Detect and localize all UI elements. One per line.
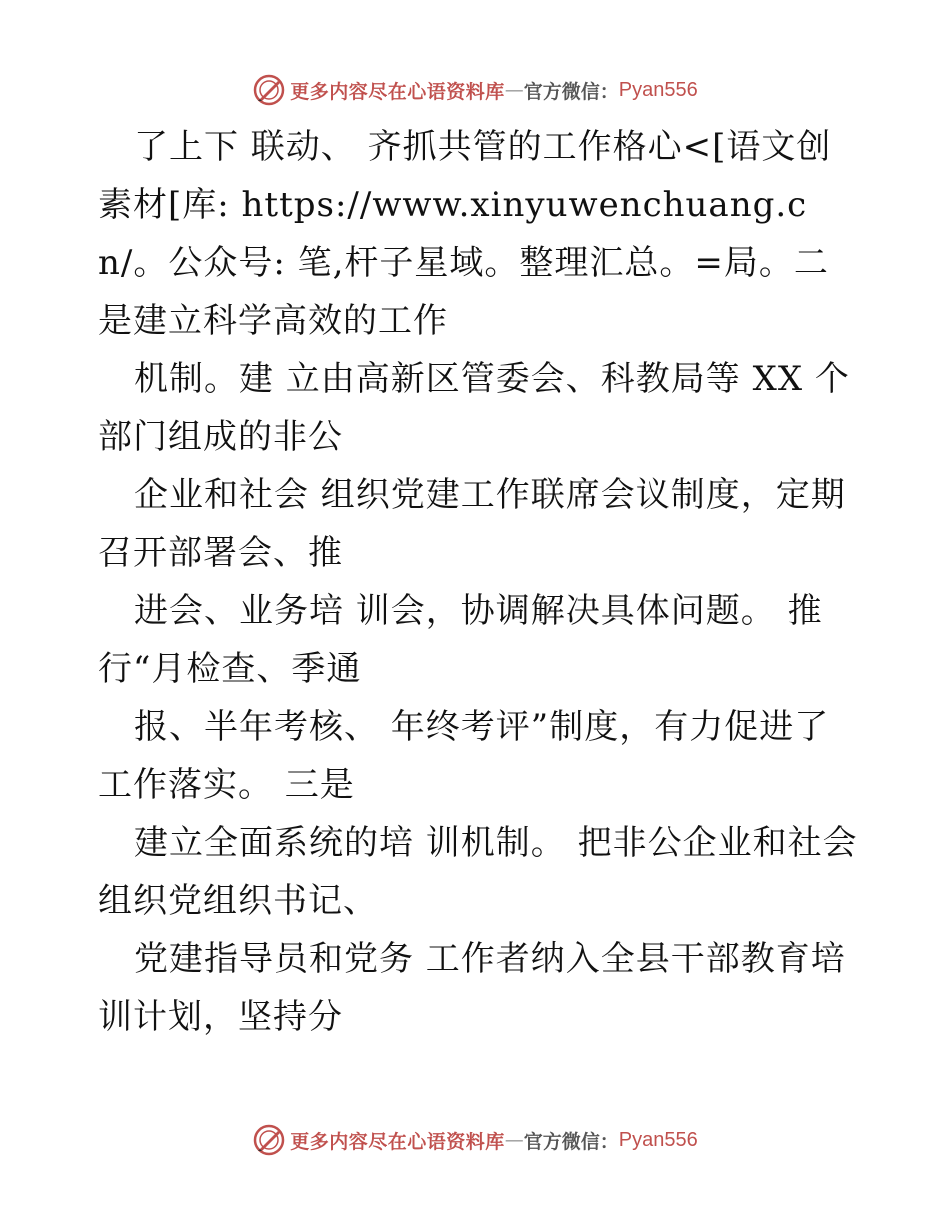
- header-banner-wechat-id: Pyan556: [618, 78, 698, 101]
- paragraph-2: 机制。建 立由高新区管委会、科教局等 XX 个部门组成的非公: [98, 359, 850, 457]
- paragraph-6: 建立全面系统的培 训机制。 把非公企业和社会组织党组织书记、: [98, 823, 858, 921]
- footer-banner-wechat-id: Pyan556: [618, 1128, 698, 1151]
- document-body: [98, 118, 858, 1046]
- paragraph-3: 企业和社会 组织党建工作联席会议制度，定期召开部署会、推: [98, 475, 846, 573]
- footer-banner-wechat-label: 官方微信：: [523, 1130, 619, 1153]
- header-banner: [0, 70, 950, 110]
- paragraph-1: 了上下 联动、 齐抓共管的工作格心<[语文创素材[库: https://www.xinyuwenchuang.cn/。公众号: 笔,杆子星域。整理汇总。=局。二是建立科学高效的工作: [98, 127, 832, 341]
- footer-banner-main-text: 更多内容尽在心语资料库: [290, 1130, 505, 1153]
- paragraph-5: 报、半年考核、 年终考评”制度，有力促进了工作落实。 三是: [98, 707, 830, 805]
- paragraph-7: 党建指导员和党务 工作者纳入全县干部教育培训计划，坚持分: [98, 939, 846, 1037]
- paragraph-4: 进会、业务培 训会，协调解决具体问题。 推行“月检查、季通: [98, 591, 823, 689]
- header-banner-separator: —: [504, 79, 524, 101]
- header-banner-wechat-label: 官方微信：: [523, 80, 619, 103]
- pen-logo-icon: [252, 73, 286, 107]
- footer-banner-separator: —: [504, 1129, 524, 1151]
- header-banner-main-text: 更多内容尽在心语资料库: [290, 80, 505, 103]
- pen-logo-icon: [252, 1123, 286, 1157]
- footer-banner: [0, 1120, 950, 1160]
